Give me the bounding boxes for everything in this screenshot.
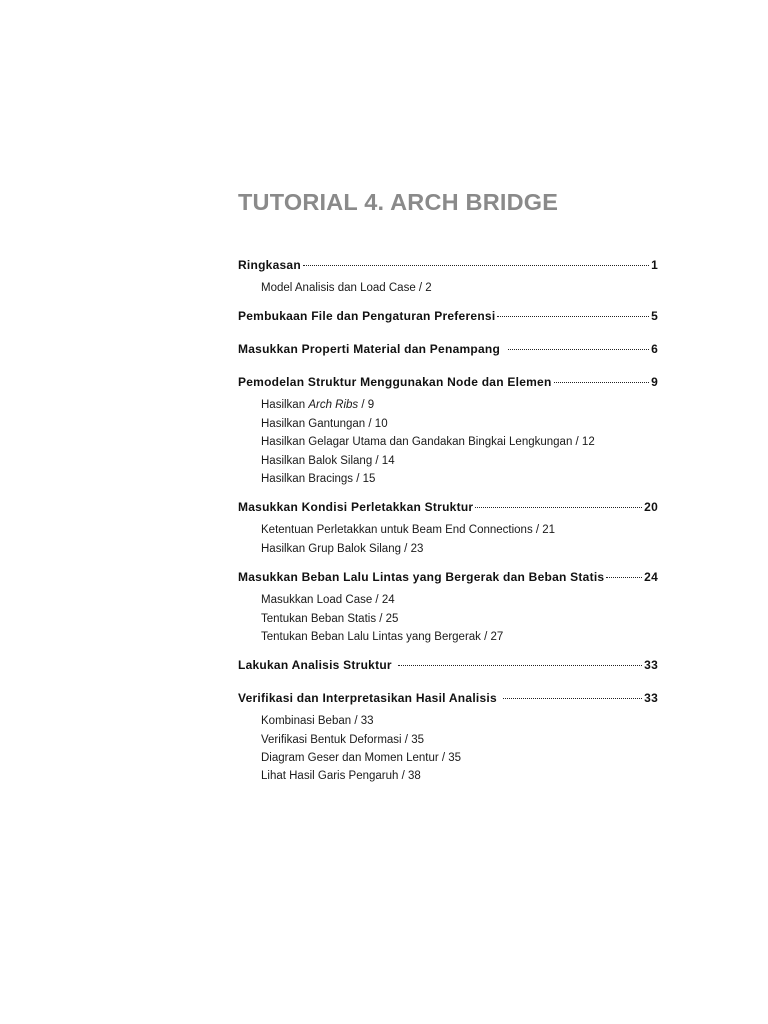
toc-entry-page: 6: [651, 342, 658, 357]
toc-entry-page: 1: [651, 258, 658, 272]
toc-entry[interactable]: [238, 375, 658, 396]
toc-section: [238, 658, 658, 679]
toc-entry-label: Masukkan Properti Material dan Penampang: [238, 342, 501, 357]
toc-subentry[interactable]: Verifikasi Bentuk Deformasi / 35: [261, 733, 424, 746]
toc-subentry[interactable]: Lihat Hasil Garis Pengaruh / 38: [261, 770, 421, 783]
toc-subentry[interactable]: Hasilkan Gelagar Utama dan Gandakan Bingkai Lengkungan / 12: [261, 436, 595, 449]
toc-entry-label: Lakukan Analisis Struktur: [238, 658, 392, 673]
toc-subentry[interactable]: [238, 396, 658, 414]
toc-entry[interactable]: [238, 658, 658, 679]
toc-entry[interactable]: [238, 258, 658, 279]
toc-subentry[interactable]: Hasilkan Gantungan / 10: [261, 417, 388, 430]
dot-leader: [606, 577, 642, 578]
toc-section: [238, 691, 658, 786]
toc-subentry-italic: Arch Ribs: [308, 399, 359, 412]
toc-entry-label: Pembukaan File dan Pengaturan Preferensi: [238, 309, 496, 324]
toc-entry-label: Pemodelan Struktur Menggunakan Node dan Elemen: [238, 375, 552, 390]
dot-leader: [398, 665, 642, 666]
dot-leader: [554, 382, 650, 383]
dot-leader: [503, 698, 642, 699]
toc-entry-page: 20: [644, 500, 658, 515]
toc-subentry[interactable]: Hasilkan Bracings / 15: [261, 472, 376, 485]
toc-subentry[interactable]: Model Analisis dan Load Case / 2: [261, 282, 432, 294]
toc-subentry[interactable]: Kombinasi Beban / 33: [261, 715, 374, 728]
toc-entry-page: 5: [651, 309, 658, 324]
toc-subentry[interactable]: Hasilkan Balok Silang / 14: [261, 454, 395, 467]
table-of-contents: [238, 258, 658, 798]
chapter-title: TUTORIAL 4. ARCH BRIDGE: [238, 189, 559, 215]
toc-entry-label: Verifikasi dan Interpretasikan Hasil Analisis: [238, 691, 497, 706]
toc-entry[interactable]: [238, 342, 658, 363]
dot-leader: [303, 265, 649, 266]
toc-entry-label: Ringkasan: [238, 258, 301, 272]
toc-entry[interactable]: [238, 309, 658, 330]
toc-section: [238, 258, 658, 297]
toc-subentry[interactable]: Diagram Geser dan Momen Lentur / 35: [261, 752, 462, 765]
dot-leader: [497, 316, 649, 317]
toc-section: [238, 500, 658, 558]
toc-section: [238, 375, 658, 488]
toc-subentry-prefix: Hasilkan: [261, 399, 309, 412]
toc-subentry[interactable]: Ketentuan Perletakkan untuk Beam End Connections / 21: [261, 524, 556, 537]
toc-subentry[interactable]: Masukkan Load Case / 24: [261, 594, 395, 607]
toc-entry-label: Masukkan Kondisi Perletakkan Struktur: [238, 500, 474, 515]
toc-section: [238, 309, 658, 330]
toc-entry[interactable]: [238, 500, 658, 521]
toc-subentry[interactable]: Tentukan Beban Lalu Lintas yang Bergerak / 27: [261, 630, 504, 643]
toc-entry-page: 24: [644, 570, 658, 585]
toc-entry-label: Masukkan Beban Lalu Lintas yang Bergerak dan Beban Statis: [238, 570, 605, 585]
toc-entry-page: 9: [651, 375, 658, 390]
toc-entry-page: 33: [644, 691, 658, 706]
toc-subentry[interactable]: Tentukan Beban Statis / 25: [261, 612, 399, 625]
toc-entry[interactable]: [238, 570, 658, 591]
toc-section: [238, 570, 658, 646]
toc-section: [238, 342, 658, 363]
dot-leader: [475, 507, 642, 508]
dot-leader: [508, 349, 649, 350]
toc-entry[interactable]: [238, 691, 658, 712]
toc-entry-page: 33: [644, 658, 658, 673]
toc-subentry[interactable]: Hasilkan Grup Balok Silang / 23: [261, 542, 424, 555]
toc-subentry-suffix: / 9: [358, 399, 375, 412]
